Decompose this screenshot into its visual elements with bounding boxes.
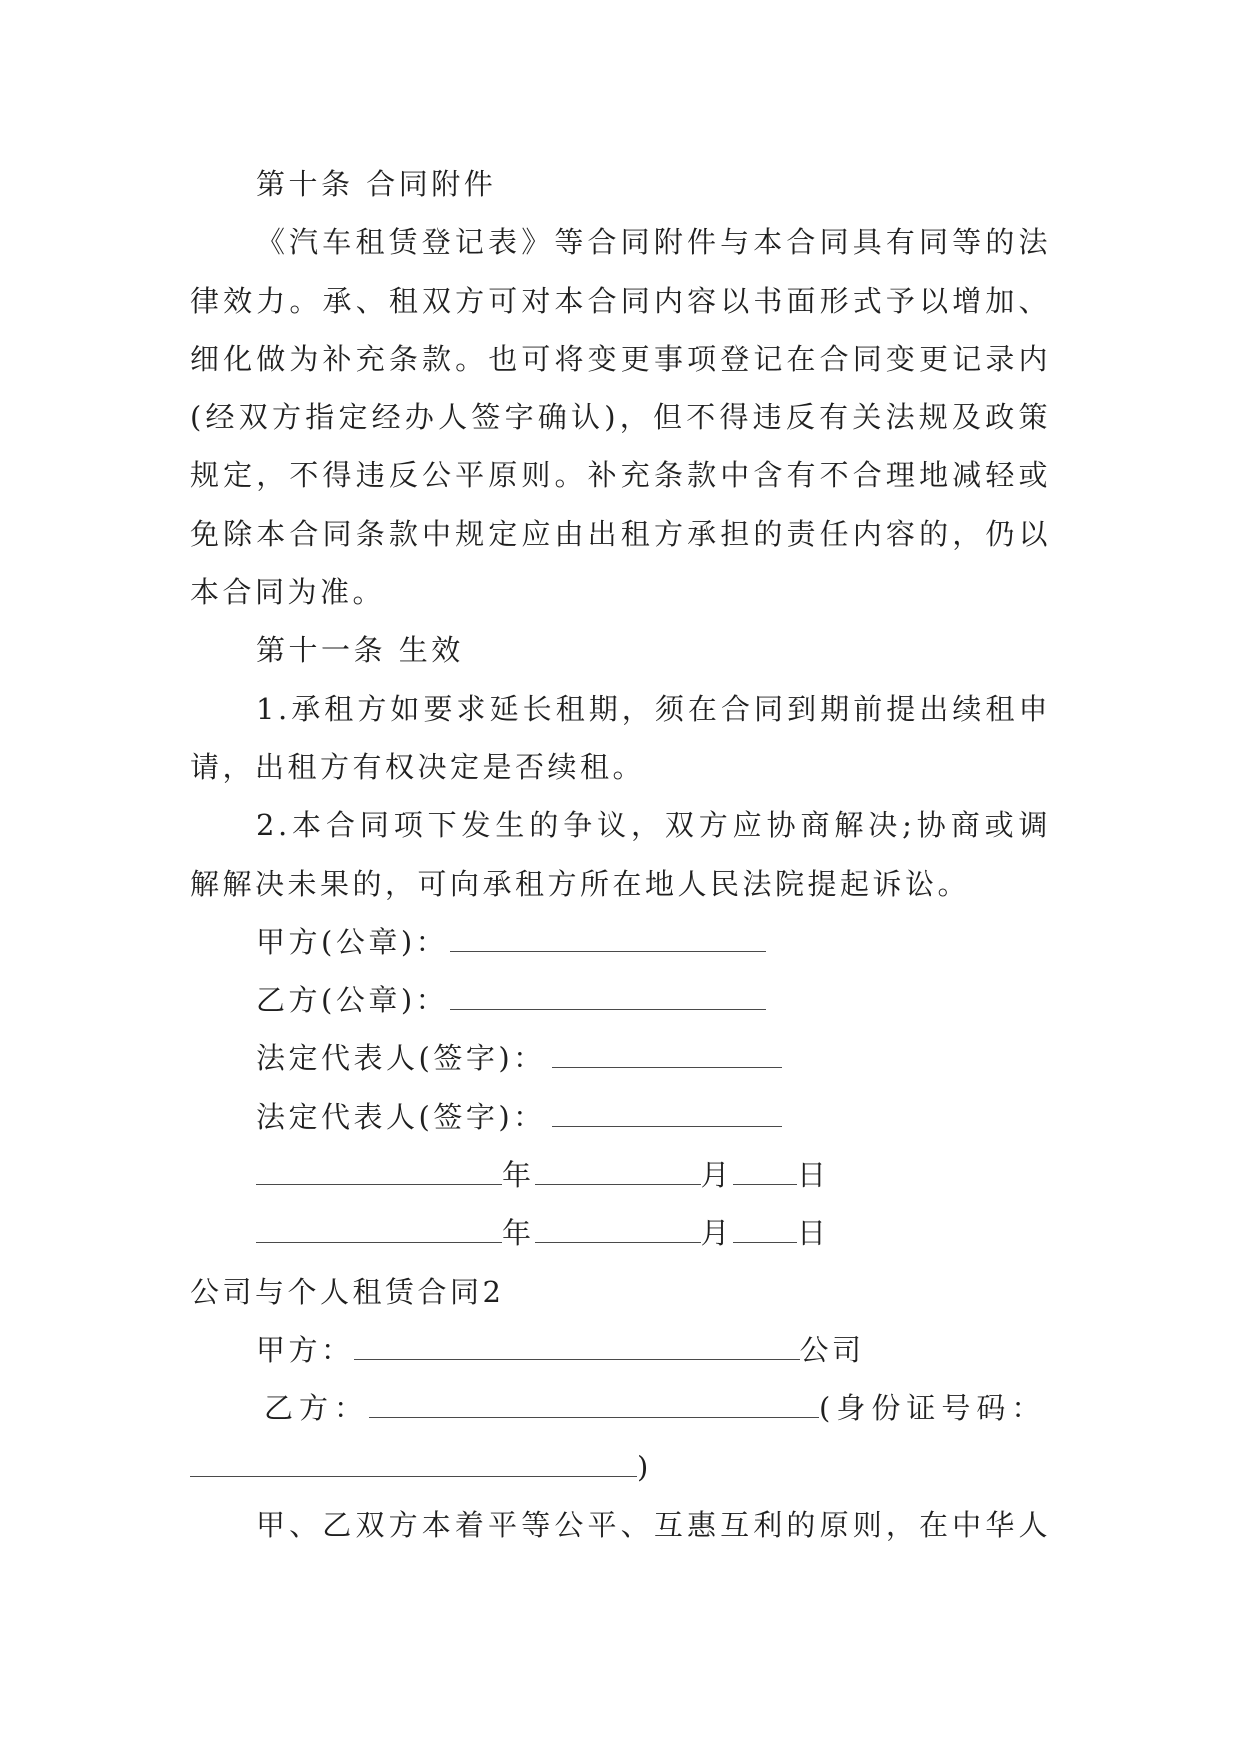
legal-rep-label: 法定代表人(签字)：	[256, 1041, 546, 1076]
party-a-suffix: 公司	[799, 1332, 865, 1367]
contract-2-party-a-row	[190, 1321, 1051, 1379]
legal-rep-row	[190, 1029, 1051, 1087]
date-year-label: 年	[502, 1158, 535, 1193]
date-year-blank	[256, 1218, 502, 1243]
party-a-label: 甲方：	[256, 1332, 354, 1367]
party-a-seal-row	[190, 913, 1051, 971]
party-b-label: 乙方：	[264, 1391, 370, 1426]
party-b-name-blank	[369, 1393, 819, 1418]
document-body	[190, 155, 1051, 1554]
contract-2-party-b-row	[190, 1379, 1051, 1437]
legal-rep-signature-blank	[552, 1102, 782, 1127]
article-10-line: 《汽车租赁登记表》等合同附件与本合同具有同等的法	[256, 225, 1051, 260]
party-a-seal-label: 甲方(公章)：	[256, 924, 449, 959]
party-b-id-blank	[190, 1452, 637, 1477]
party-b-id-label: (身份证号码：	[819, 1391, 1047, 1426]
article-11-clause-2-line: 2.本合同项下发生的争议，双方应协商解决;协商或调	[256, 808, 1051, 843]
date-year-label: 年	[502, 1216, 535, 1251]
article-10-line: 细化做为补充条款。也可将变更事项登记在合同变更记录内	[190, 341, 1051, 376]
party-a-seal-blank	[450, 927, 766, 952]
article-11-heading: 第十一条 生效	[256, 633, 464, 668]
date-day-label: 日	[797, 1158, 830, 1193]
article-10-line: 律效力。承、租双方可对本合同内容以书面形式予以增加、	[190, 283, 1051, 318]
party-b-id-close: )	[637, 1449, 652, 1484]
party-b-seal-row	[190, 971, 1051, 1029]
article-10-heading: 第十条 合同附件	[256, 167, 497, 201]
legal-rep-row	[190, 1088, 1051, 1146]
date-row	[190, 1146, 1051, 1204]
date-day-label: 日	[797, 1216, 830, 1251]
contract-2-party-b-id-row	[190, 1438, 1051, 1496]
date-year-blank	[256, 1160, 502, 1185]
date-row	[190, 1204, 1051, 1262]
article-10-line: (经双方指定经办人签字确认)，但不得违反有关法规及政策	[190, 400, 1051, 435]
date-month-blank	[535, 1218, 701, 1243]
article-11-clause-1-line: 1.承租方如要求延长租期，须在合同到期前提出续租申	[256, 691, 1051, 726]
party-b-seal-blank	[450, 985, 766, 1010]
article-10-line: 规定，不得违反公平原则。补充条款中含有不合理地减轻或	[190, 458, 1051, 493]
date-month-label: 月	[700, 1158, 734, 1193]
date-day-blank	[733, 1160, 797, 1185]
article-11-clause-1-line: 请，出租方有权决定是否续租。	[190, 749, 646, 784]
article-10-line: 本合同为准。	[190, 575, 386, 610]
date-day-blank	[733, 1218, 797, 1243]
legal-rep-label: 法定代表人(签字)：	[256, 1099, 546, 1134]
date-month-label: 月	[700, 1216, 734, 1251]
contract-2-title: 公司与个人租赁合同2	[190, 1274, 505, 1309]
date-month-blank	[535, 1160, 701, 1185]
contract-2-intro-line: 甲、乙双方本着平等公平、互惠互利的原则，在中华人	[256, 1507, 1051, 1542]
article-11-clause-2-line: 解解决未果的，可向承租方所在地人民法院提起诉讼。	[190, 866, 971, 901]
article-10-line: 免除本合同条款中规定应由出租方承担的责任内容的，仍以	[190, 516, 1051, 551]
party-b-seal-label: 乙方(公章)：	[256, 983, 449, 1018]
legal-rep-signature-blank	[552, 1043, 782, 1068]
party-a-name-blank	[354, 1335, 800, 1360]
